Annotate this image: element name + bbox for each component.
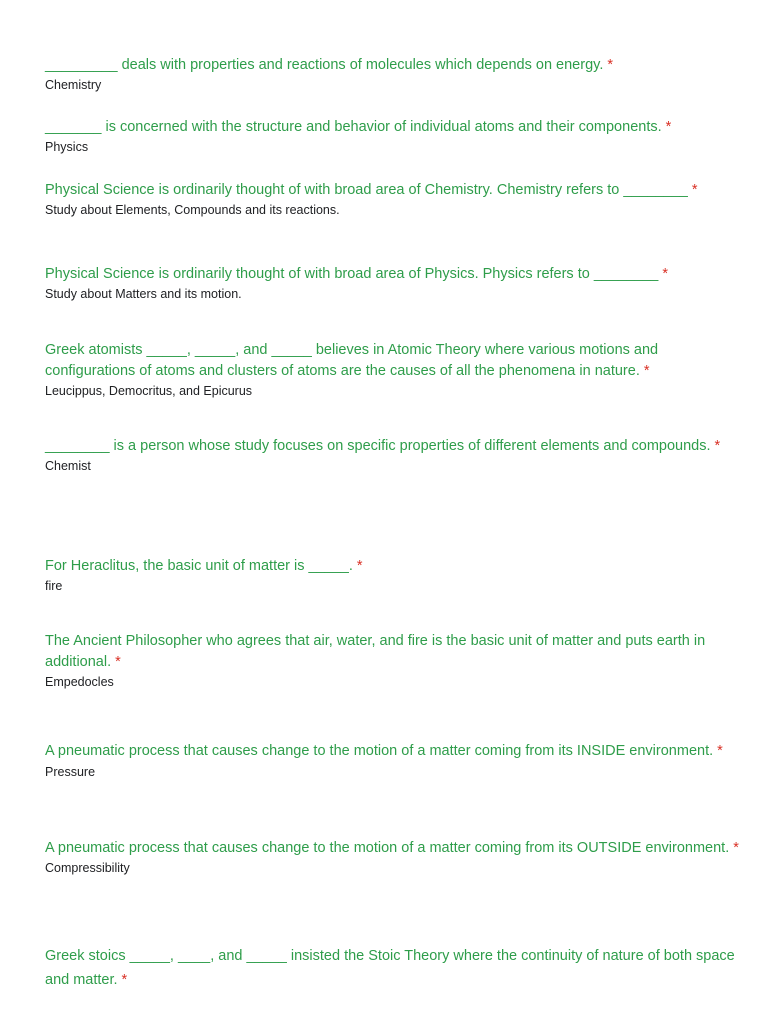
question-prompt: Physical Science is ordinarily thought of with broad area of Physics. Physics refers to ________ * [45,266,669,282]
required-asterisk: * [733,840,739,856]
question-item [45,631,745,691]
required-asterisk: * [717,743,723,759]
required-asterisk: * [714,438,721,454]
question-item [45,436,745,475]
answer-text: Physics [45,140,89,154]
question-item [45,55,745,94]
answer-text: Compressibility [45,861,130,875]
answer-text: Chemistry [45,78,102,92]
question-item [45,740,745,781]
answer-text: Study about Elements, Compounds and its reactions. [45,203,340,217]
question-prompt: _________ deals with properties and reactions of molecules which depends on energy. * [45,57,613,73]
question-item [45,117,745,156]
question-prompt: A pneumatic process that causes change to the motion of a matter coming from its INSIDE environment. * [45,743,723,759]
answer-text: Study about Matters and its motion. [45,287,242,301]
required-asterisk: * [121,972,128,988]
answer-text: Empedocles [45,675,114,689]
question-prompt: Greek atomists _____, _____, and _____ believes in Atomic Theory where various motions and configurations of atoms and clusters of atoms are the causes of all the phenomena in nature. * [45,342,659,379]
required-asterisk: * [115,654,121,670]
answer-text: Leucippus, Democritus, and Epicurus [45,384,253,398]
answer-text: Pressure [45,765,96,779]
question-item [45,180,745,219]
question-item [45,556,745,595]
question-prompt: A pneumatic process that causes change to the motion of a matter coming from its OUTSIDE environment. * [45,840,739,856]
answer-text: fire [45,579,63,593]
question-item [45,340,745,400]
question-prompt: For Heraclitus, the basic unit of matter is _____. * [45,558,363,574]
required-asterisk: * [607,57,613,73]
question-item [45,838,745,877]
question-item [45,264,745,303]
question-prompt: Physical Science is ordinarily thought of with broad area of Chemistry. Chemistry refers to ________ * [45,182,698,198]
question-prompt: ________ is a person whose study focuses on specific properties of different elements and compounds. * [45,438,721,454]
question-prompt: Greek stoics _____, ____, and _____ insisted the Stoic Theory where the continuity of nature of both space and matter. * [45,948,735,988]
answer-text: Chemist [45,459,91,473]
required-asterisk: * [665,119,672,135]
question-prompt: The Ancient Philosopher who agrees that air, water, and fire is the basic unit of matter and puts earth in additional. * [45,633,706,670]
required-asterisk: * [356,558,363,574]
question-prompt: _______ is concerned with the structure and behavior of individual atoms and their components. * [45,119,672,135]
required-asterisk: * [643,363,650,379]
required-asterisk: * [691,182,698,198]
question-item [45,944,745,992]
required-asterisk: * [662,266,669,282]
